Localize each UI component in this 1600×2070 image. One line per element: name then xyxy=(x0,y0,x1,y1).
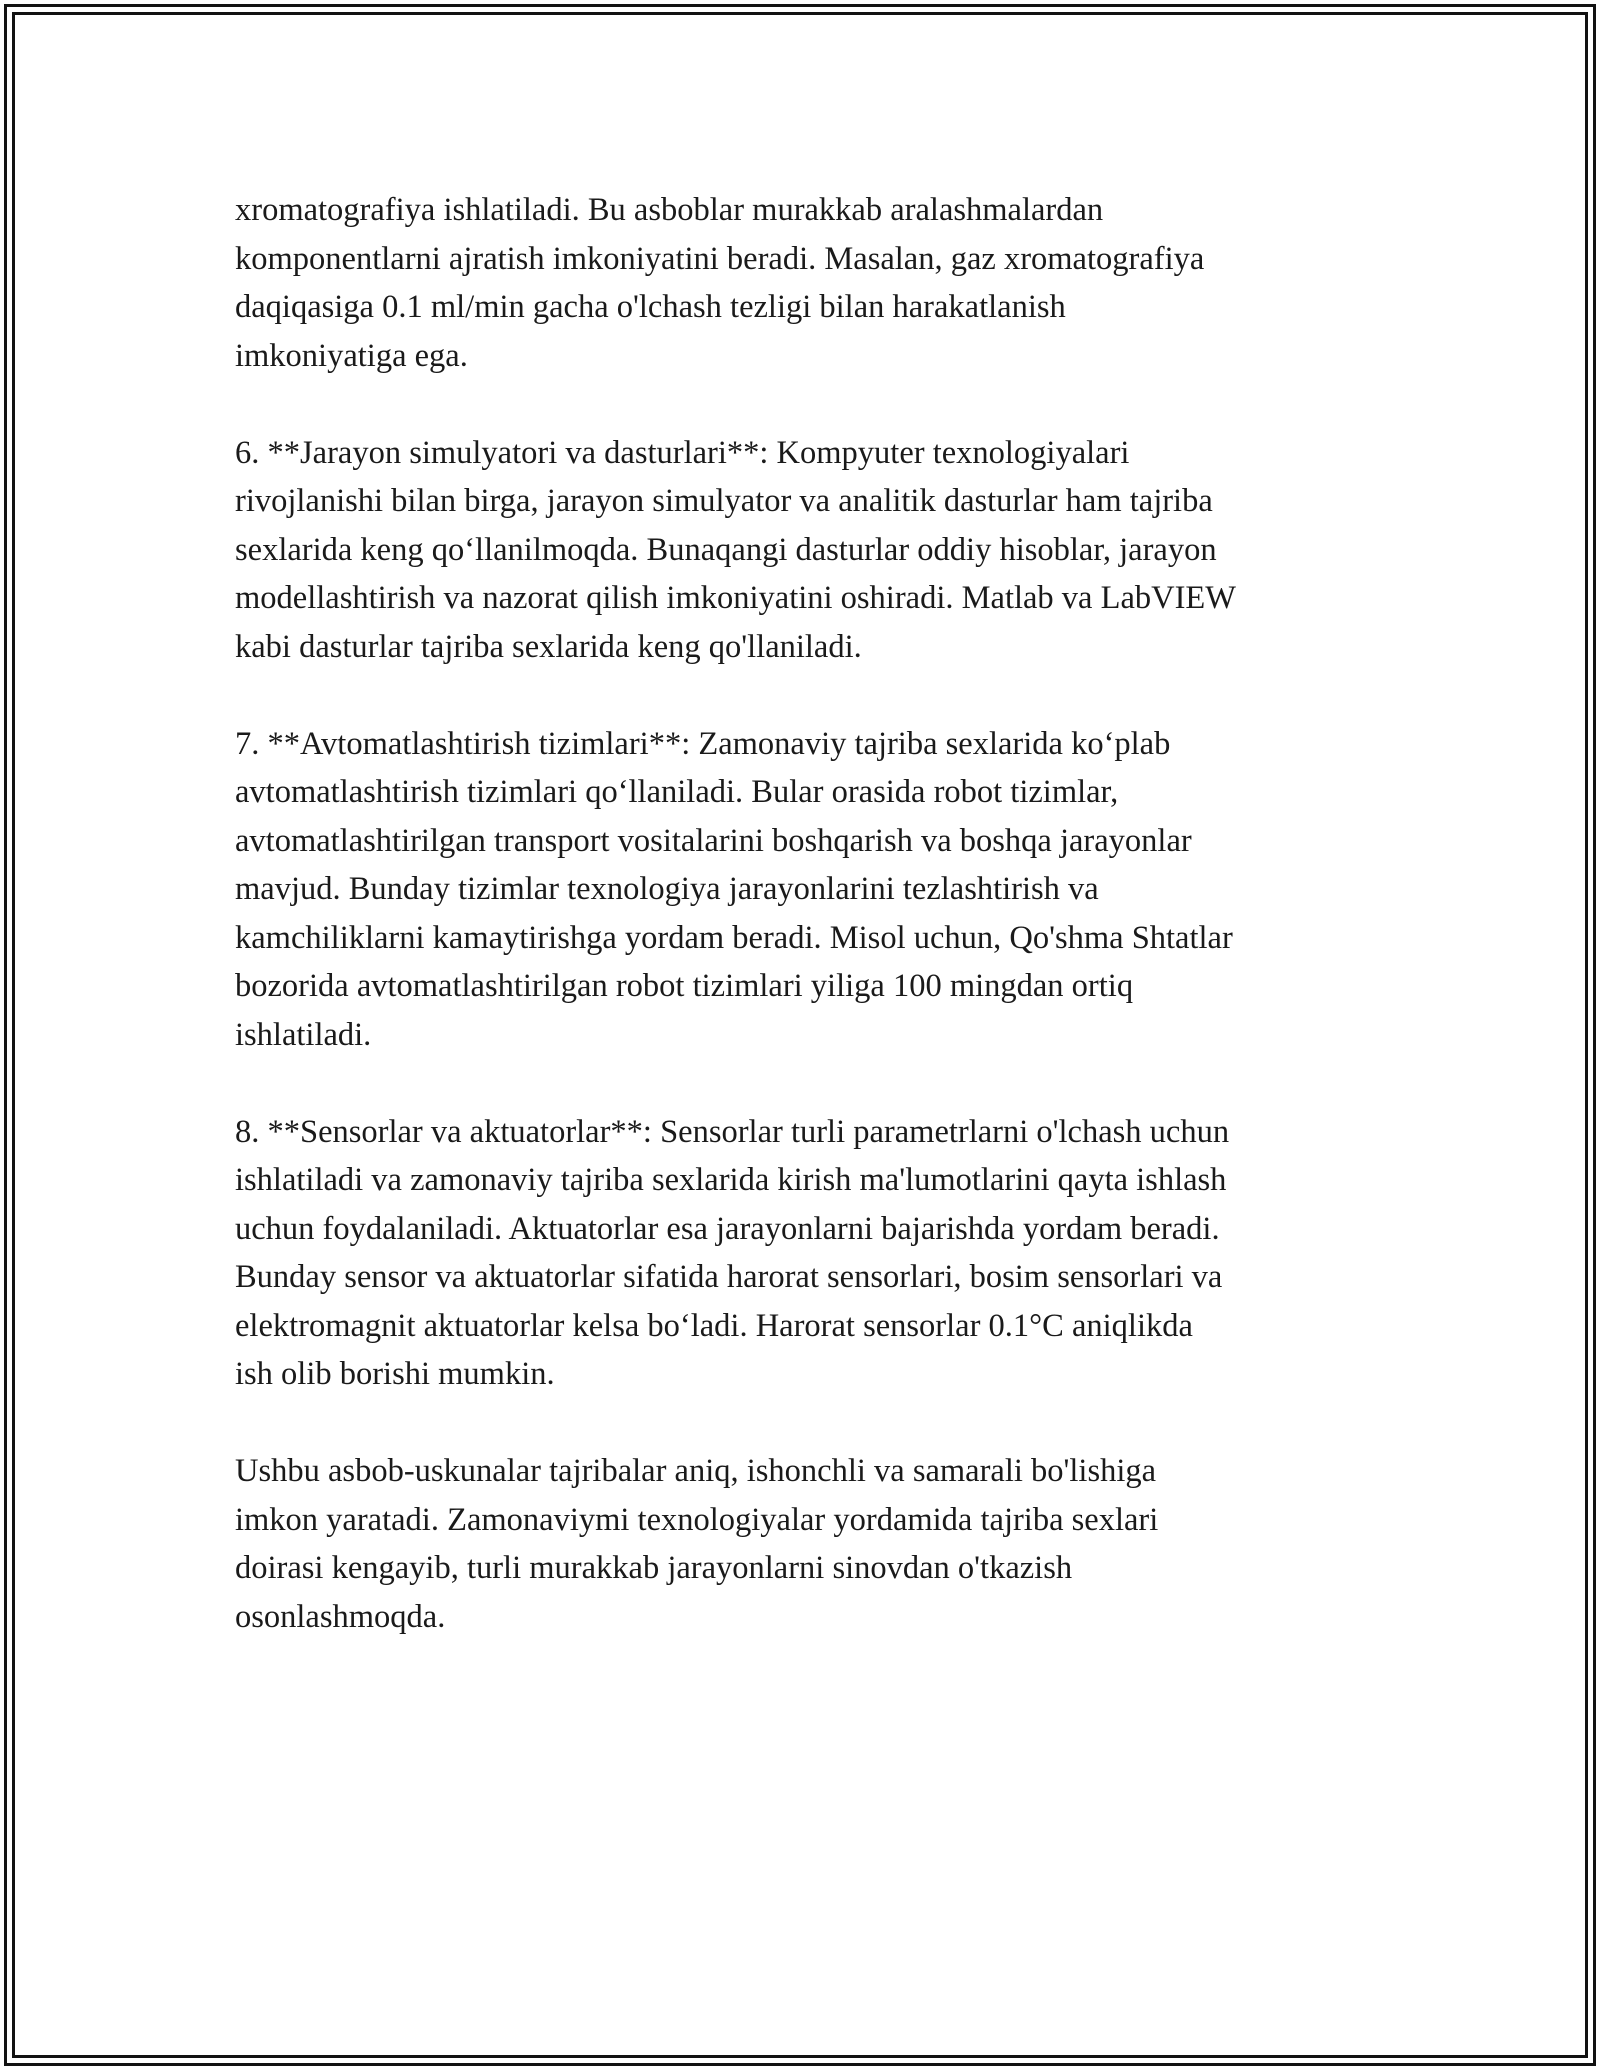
paragraph-sensors-actuators: 8. **Sensorlar va aktuatorlar**: Sensorlar turli parametrlarni o'lchash uchun ishlatiladi va zamonaviy tajriba sexlarida kirish ma'lumotlarini qayta ishlash uchun foydalaniladi. Aktuatorlar esa jarayonlarni bajarishda yordam beradi. Bunday sensor va aktuatorlar sifatida harorat sensorlari, bosim sensorlari va elektromagnit aktuatorlar kelsa bo‘ladi. Harorat sensorlar 0.1°C aniqlikda ish olib borishi mumkin. xyxy=(235,1113,1230,1392)
document-body xyxy=(235,186,1395,1690)
paragraph-chromatography-continuation: xromatografiya ishlatiladi. Bu asboblar murakkab aralashmalardan komponentlarni ajratish imkoniyatini beradi. Masalan, gaz xromatografiya daqiqasiga 0.1 ml/min gacha o'lchash tezligi bilan harakatlanish imkoniyatiga ega. xyxy=(235,192,1205,374)
paragraph-automation-systems: 7. **Avtomatlashtirish tizimlari**: Zamonaviy tajriba sexlarida ko‘plab avtomatlashtirish tizimlari qo‘llaniladi. Bular orasida robot tizimlar, avtomatlashtirilgan transport vositalarini boshqarish va boshqa jarayonlar mavjud. Bunday tizimlar texnologiya jarayonlarini tezlashtirish va kamchiliklarni kamaytirishga yordam beradi. Misol uchun, Qo'shma Shtatlar bozorida avtomatlashtirilgan robot tizimlari yiliga 100 mingdan ortiq ishlatiladi. xyxy=(235,725,1233,1053)
paragraph-process-simulators: 6. **Jarayon simulyatori va dasturlari**: Kompyuter texnologiyalari rivojlanishi bilan birga, jarayon simulyator va analitik dasturlar ham tajriba sexlarida keng qo‘llanilmoqda. Bunaqangi dasturlar oddiy hisoblar, jarayon modellashtirish va nazorat qilish imkoniyatini oshiradi. Matlab va LabVIEW kabi dasturlar tajriba sexlarida keng qo'llaniladi. xyxy=(235,434,1236,665)
paragraph-conclusion: Ushbu asbob-uskunalar tajribalar aniq, ishonchli va samarali bo'lishiga imkon yaratadi. Zamonaviymi texnologiyalar yordamida tajriba sexlari doirasi kengayib, turli murakkab jarayonlarni sinovdan o'tkazish osonlashmoqda. xyxy=(235,1453,1159,1635)
